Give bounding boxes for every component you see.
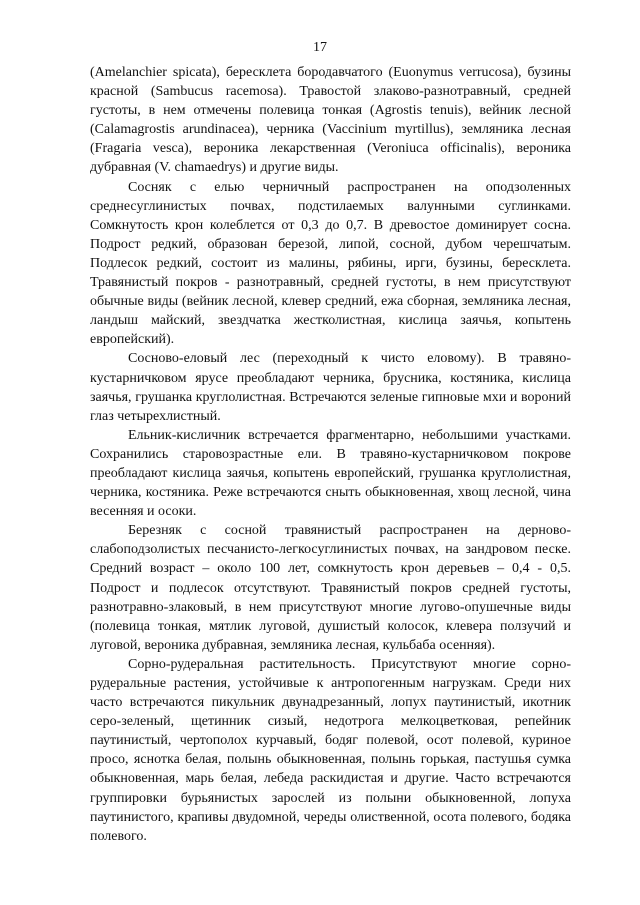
page-number: 17 <box>313 40 327 55</box>
page-body <box>90 63 571 846</box>
paragraph-pine-spruce-forest: Сосново-еловый лес (переходный к чисто еловому). В травяно-кустарничковом ярусе преобладают черника, брусника, костяника, кислица заячья, грушанка круглолистная. Встречаются зеленые гипновые мхи и вороний глаз четырехлистный. <box>90 351 571 424</box>
paragraph-birch-pine-herb: Березняк с сосной травянистый распространен на дерново-слабоподзолистых песчанисто-легкосуглинистых почвах, на зандровом песке. Средний возраст – около 100 лет, сомкнутость крон деревьев – 0,4 - 0,5. Подрост и подлесок отсутствуют. Травянистый покров средней густоты, разнотравно-злаковый, в нем присутствуют многие лугово-опушечные виды (полевица тонкая, мятлик луговой, душистый колосок, клевера ползучий и луговой, вероника дубравная, земляника лесная, кульбаба осенняя). <box>90 523 571 653</box>
paragraph-ruderal-vegetation: Сорно-рудеральная растительность. Присутствуют многие сорно-рудеральные растения, устойчивые к антропогенным нагрузкам. Среди них часто встречаются пикульник двунадрезанный, лопух паутинистый, икотник серо-зеленый, щетинник сизый, недотрога мелкоцветковая, репейник паутинистый, чертополох курчавый, бодяг полевой, осот полевой, куриное просо, яснотка белая, полынь обыкновенная, полынь горькая, пастушья сумка обыкновенная, марь белая, лебеда раскидистая и другие. Часто встречаются группировки бурьянистых зарослей из полыни обыкновенной, лопуха паутинистого, крапивы двудомной, череды олиственной, осота полевого, бодяка полевого. <box>90 656 571 844</box>
paragraph-spruce-oxalis: Ельник-кисличник встречается фрагментарно, небольшими участками. Сохранились старовозрастные ели. В травяно-кустарничковом покрове преобладают кислица заячья, копытень европейский, грушанка круглолистная, черника, костяника. Реже встречаются сныть обыкновенная, хвощ лесной, чина весенняя и осоки. <box>90 427 571 520</box>
paragraph-pine-spruce-bilberry: Сосняк с елью черничный распространен на оподзоленных среднесуглинистых почвах, подстилаемых валунными суглинками. Сомкнутость крон колеблется от 0,3 до 0,7. В древостое доминирует сосна. Подрост редкий, образован березой, липой, сосной, дубом черешчатым. Подлесок редкий, состоит из малины, рябины, ирги, бузины, бересклета. Травянистый покров - разнотравный, средней густоты, в нем присутствуют обычные виды (вейник лесной, клевер средний, ежа сборная, земляника лесная, ландыш майский, звездчатка жестколистная, кислица заячья, копытень европейский). <box>90 179 571 348</box>
paragraph-shrub-list: (Amelanchier spicata), бересклета бородавчатого (Euonymus verrucosa), бузины красной (Sambucus racemosa). Травостой злаково-разнотравный, средней густоты, в нем отмечены полевица тонкая (Agrostis tenuis), вейник лесной (Calamagrostis arundinacea), черника (Vaccinium myrtillus), земляника лесная (Fragaria vesca), вероника лекарственная (Veroniuca officinalis), вероника дубравная (V. chamaedrys) и другие виды. <box>90 65 571 176</box>
